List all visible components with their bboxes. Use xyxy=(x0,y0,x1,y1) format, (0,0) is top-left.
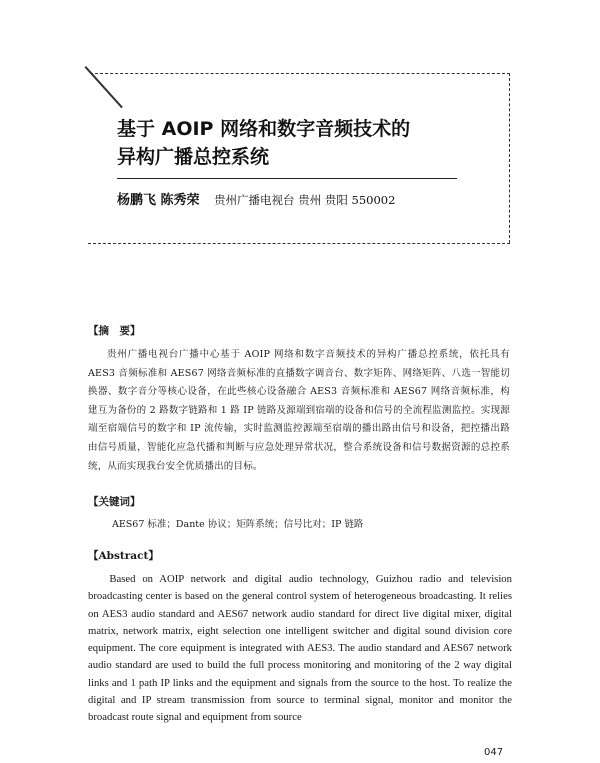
article-title xyxy=(117,115,477,171)
abstract-en-heading: 【Abstract】 xyxy=(88,550,159,562)
affiliation: 贵州广播电视台 贵州 贵阳 550002 xyxy=(214,193,396,207)
abstract-en-text: Based on AOIP network and digital audio technology, Guizhou radio and television broadcasting center is based on the general control system of heterogeneous broadcasting. It relies on AES3 audio standard and AES67 network audio standard for direct live digital mixer, digital matrix, network matrix, eight selection one intelligent switcher and digital sound division core equipment. The core equipment is integrated with AES3. The audio standard and AES67 network audio standard are used to build the full process monitoring and monitoring of the 2 way digital links and 1 path IP links and the equipment and signals from the source to the host. To realize the digital and IP stream transmission from source to terminal signal, monitor and monitor the broadcast route signal and equipment from source xyxy=(88,573,512,724)
abstract-cn-heading: 【摘 要】 xyxy=(88,325,141,337)
page-number: 047 xyxy=(484,747,504,758)
abstract-cn-text: 贵州广播电视台广播中心基于 AOIP 网络和数字音频技术的异构广播总控系统，依托具有 AES3 音频标准和 AES67 网络音频标准的直播数字调音台、数字矩阵、网络矩阵、八选一智能切换器、数字音分等核心设备，在此些核心设备融合 AES3 音频标准和 AES67 网络音频标准，构建互为备份的 2 路数字链路和 1 路 IP 链路及源端到宿端的设备和信号的全流程监测监控。实现源端至宿端信号的数字和 IP 流传输，实时监测监控源端至宿端的播出路由信号和设备，把控播出路由信号质量，智能化应急代播和判断与应急处理异常状况，整合系统设备和信号数据资源的总控系统，从而实现我台安全优质播出的目标。 xyxy=(88,349,510,472)
keywords-text: AES67 标准；Dante 协议；矩阵系统；信号比对；IP 链路 xyxy=(112,519,364,530)
title-line-1: 基于 AOIP 网络和数字音频技术的 xyxy=(117,118,411,140)
title-line-2: 异构广播总控系统 xyxy=(117,146,270,168)
byline xyxy=(117,189,395,208)
title-frame-right xyxy=(509,73,510,243)
authors: 杨鹏飞 陈秀荣 xyxy=(117,193,200,208)
title-rule xyxy=(117,178,457,179)
title-frame-top xyxy=(90,73,510,74)
keywords-heading: 【关键词】 xyxy=(88,496,141,508)
title-frame-bottom xyxy=(88,243,510,244)
